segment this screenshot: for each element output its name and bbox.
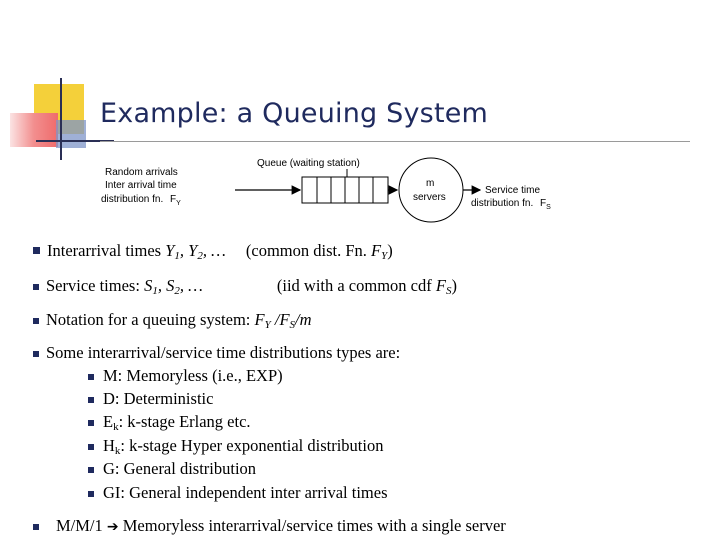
service-fn-var: F <box>540 198 547 209</box>
bullet-marker <box>33 351 39 357</box>
sub-item-h-sub: k <box>114 445 121 457</box>
notation-f1: F <box>254 310 265 329</box>
title-decoration <box>0 0 120 170</box>
sub-item-e-post: : k-stage Erlang etc. <box>118 412 251 431</box>
mm1-pre: M/M/1 <box>56 516 107 535</box>
service-note-sub: S <box>445 285 452 297</box>
arrivals-line-1: Random arrivals <box>105 167 178 178</box>
page-title: Example: a Queuing System <box>100 98 489 129</box>
notation-f2: F <box>279 310 290 329</box>
service-line-1: Service time <box>485 185 541 196</box>
sub-item-e-sub: k <box>113 421 119 433</box>
server-label: servers <box>413 192 446 203</box>
sub-item-m: M: Memoryless (i.e., EXP) <box>103 366 283 385</box>
deco-vertical-line <box>60 78 62 160</box>
interarrival-sub1: 1 <box>174 250 180 262</box>
arrivals-fn-var: F <box>170 194 177 205</box>
sub-item-h-pre: H <box>103 436 115 455</box>
queue-diagram <box>95 150 585 230</box>
service-note-text: (iid with a common cdf <box>276 276 436 295</box>
sub-item-e <box>103 412 251 437</box>
bullet-notation <box>46 310 312 335</box>
bullet-marker <box>33 524 39 530</box>
bullet-interarrival <box>47 241 393 266</box>
service-note-end: ) <box>451 276 457 295</box>
sub-item-gi: GI: General independent inter arrival times <box>103 483 388 502</box>
service-line-2 <box>471 198 551 214</box>
sub-item-d: D: Deterministic <box>103 389 214 408</box>
notation-slash1: / <box>270 310 280 329</box>
arrivals-line-3-text: distribution fn. <box>101 194 164 205</box>
bullet-marker <box>33 247 40 254</box>
interarrival-sub2: 2 <box>197 250 203 262</box>
interarrival-note-var: F <box>371 241 382 260</box>
sub-bullet-marker <box>88 491 94 497</box>
interarrival-note-end: ) <box>387 241 393 260</box>
interarrival-sep: , Y <box>179 241 198 260</box>
deco-title-rule <box>100 141 690 142</box>
sub-item-e-pre: E <box>103 412 114 431</box>
notation-slash2: /m <box>295 310 312 329</box>
notation-f1-sub: Y <box>264 319 271 331</box>
service-tail: , … <box>179 276 203 295</box>
sub-item-g: G: General distribution <box>103 459 257 478</box>
queue-buffer <box>302 177 388 203</box>
sub-bullet-marker <box>88 467 94 473</box>
service-text: Service times: <box>46 276 145 295</box>
service-sub1: 1 <box>152 285 158 297</box>
sub-bullet-marker <box>88 444 94 450</box>
bullet-mm1 <box>56 516 506 537</box>
interarrival-var: Y <box>165 241 175 260</box>
service-sub2: 2 <box>174 285 180 297</box>
arrivals-fn-symbol <box>170 194 181 205</box>
sub-bullet-marker <box>88 397 94 403</box>
sub-item-h-post: : k-stage Hyper exponential distribution <box>120 436 384 455</box>
server-count: m <box>426 178 435 189</box>
bullet-marker <box>33 284 39 290</box>
interarrival-text: Interarrival times <box>47 241 166 260</box>
arrivals-line-2: Inter arrival time <box>105 180 177 191</box>
bullet-service <box>46 276 457 301</box>
service-sep: , S <box>157 276 175 295</box>
interarrival-note <box>246 241 393 260</box>
service-note-var: F <box>435 276 446 295</box>
interarrival-tail: , … <box>202 241 226 260</box>
arrivals-fn-sub: Y <box>176 200 181 207</box>
notation-text: Notation for a queuing system: <box>46 310 255 329</box>
server-circle <box>399 158 463 222</box>
right-arrow-icon: ➔ <box>106 519 119 535</box>
sub-bullet-marker <box>88 420 94 426</box>
service-line-2-text: distribution fn. <box>471 198 534 209</box>
service-var: S <box>144 276 153 295</box>
service-fn-sub: S <box>546 204 551 211</box>
sub-item-h <box>103 436 383 461</box>
interarrival-note-sub: Y <box>381 250 388 262</box>
interarrival-note-text: (common dist. Fn. <box>245 241 372 260</box>
bullet-distribution-types: Some interarrival/service time distributions types are: <box>46 343 401 362</box>
bullet-marker <box>33 318 39 324</box>
service-note <box>277 276 457 295</box>
sub-bullet-marker <box>88 374 94 380</box>
queue-label: Queue (waiting station) <box>257 158 360 169</box>
mm1-post: Memoryless interarrival/service times with a single server <box>118 516 506 535</box>
service-fn-symbol <box>540 198 551 209</box>
notation-f2-sub: S <box>289 319 296 331</box>
arrivals-line-3 <box>101 194 181 210</box>
